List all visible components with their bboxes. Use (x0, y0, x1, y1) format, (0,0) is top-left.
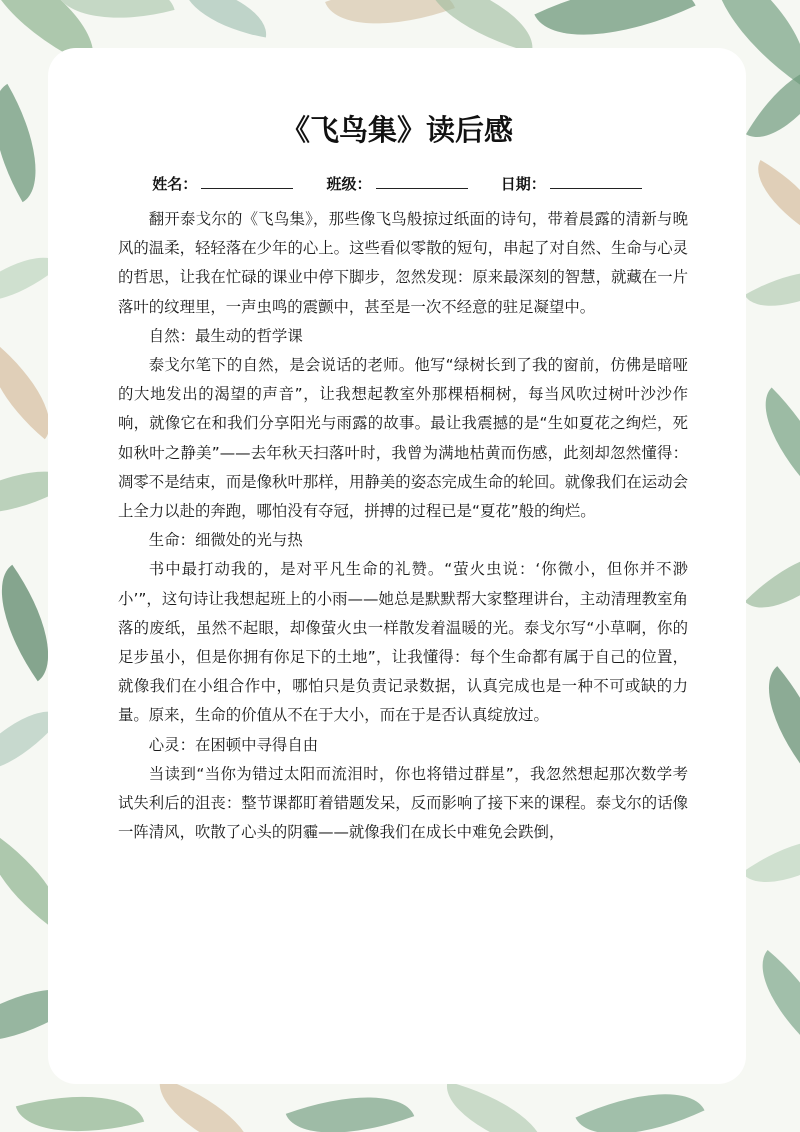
essay-paper (48, 48, 746, 1084)
date-blank-line[interactable] (550, 174, 642, 189)
leaf-decoration (742, 160, 800, 238)
leaf-decoration (745, 250, 800, 328)
leaf-decoration (146, 1078, 264, 1132)
essay-body (118, 205, 688, 847)
name-blank-line[interactable] (201, 174, 293, 189)
leaf-decoration (741, 388, 800, 497)
leaf-decoration (742, 666, 800, 780)
class-blank-line[interactable] (376, 174, 468, 189)
leaf-decoration (738, 950, 800, 1056)
student-info-row (48, 173, 746, 194)
paragraph: 当读到“当你为错过太阳而流泪时，你也将错过群星”，我忽然想起那次数学考试失利后的沮丧：整节课都盯着错题发呆，反而影响了接下来的课程。泰戈尔的话像一阵清风，吹散了心头的阴霾——就像我们在成长中难免会跌倒， (118, 764, 688, 842)
section-heading: 生命：细微处的光与热 (148, 531, 303, 550)
date-field (501, 173, 642, 194)
page-title: 《飞鸟集》读后感 (280, 113, 513, 147)
date-label: 日期： (500, 175, 546, 193)
name-label: 姓名： (152, 175, 198, 193)
section-heading: 心灵：在困顿中寻得自由 (148, 735, 319, 754)
leaf-decoration (436, 1082, 554, 1132)
paragraph: 泰戈尔笔下的自然，是会说话的老师。他写“绿树长到了我的窗前，仿佛是暗哑的大地发出的渴望的声音”，让我想起教室外那棵梧桐树，每当风吹过树叶沙沙作响，就像它在和我们分享阳光与雨露的故事。最让我震撼的是“生如夏花之绚烂，死如秋叶之静美”——去年秋天扫落叶时，我曾为满地枯黄而伤感，此刻却忽然懂得：凋零不是结束，而是像秋叶那样，用静美的姿态完成生命的轮回。就像我们在运动会上全力以赴的奔跑，哪怕没有夺冠，拼搏的过程已是“夏花”般的绚烂。 (118, 356, 688, 521)
class-label: 班级： (326, 175, 372, 193)
class-field (326, 173, 467, 194)
leaf-decoration (742, 815, 800, 907)
leaf-decoration (177, 0, 273, 38)
leaf-decoration (325, 0, 455, 49)
name-field (152, 173, 293, 194)
paragraph: 翻开泰戈尔的《飞鸟集》，那些像飞鸟般掠过纸面的诗句，带着晨露的清新与晚风的温柔，轻轻落在少年的心上。这些看似零散的短句，串起了对自然、生命与心灵的哲思，让我在忙碌的课业中停下脚步，忽然发现：原来最深刻的智慧，就藏在一片落叶的纹理里，一声虫鸣的震颤中，甚至是一次不经意的驻足凝望中。 (118, 210, 688, 316)
leaf-decoration (745, 531, 800, 631)
section-heading: 自然：最生动的哲学课 (148, 326, 303, 345)
paragraph: 书中最打动我的，是对平凡生命的礼赞。“萤火虫说：‘你微小，但你并不渺小’”，这句诗让我想起班上的小雨——她总是默默帮大家整理讲台，主动清理教室角落的废纸，虽然不起眼，却像萤火虫一样散发着温暖的光。泰戈尔写“小草啊，你的足步虽小，但是你拥有你足下的土地”，让我懂得：每个生命都有属于自己的位置，就像我们在小组合作中，哪怕只是负责记录数据，认真完成也是一种不可或缺的力量。原来，生命的价值从不在于大小，而在于是否认真绽放过。 (118, 560, 688, 725)
